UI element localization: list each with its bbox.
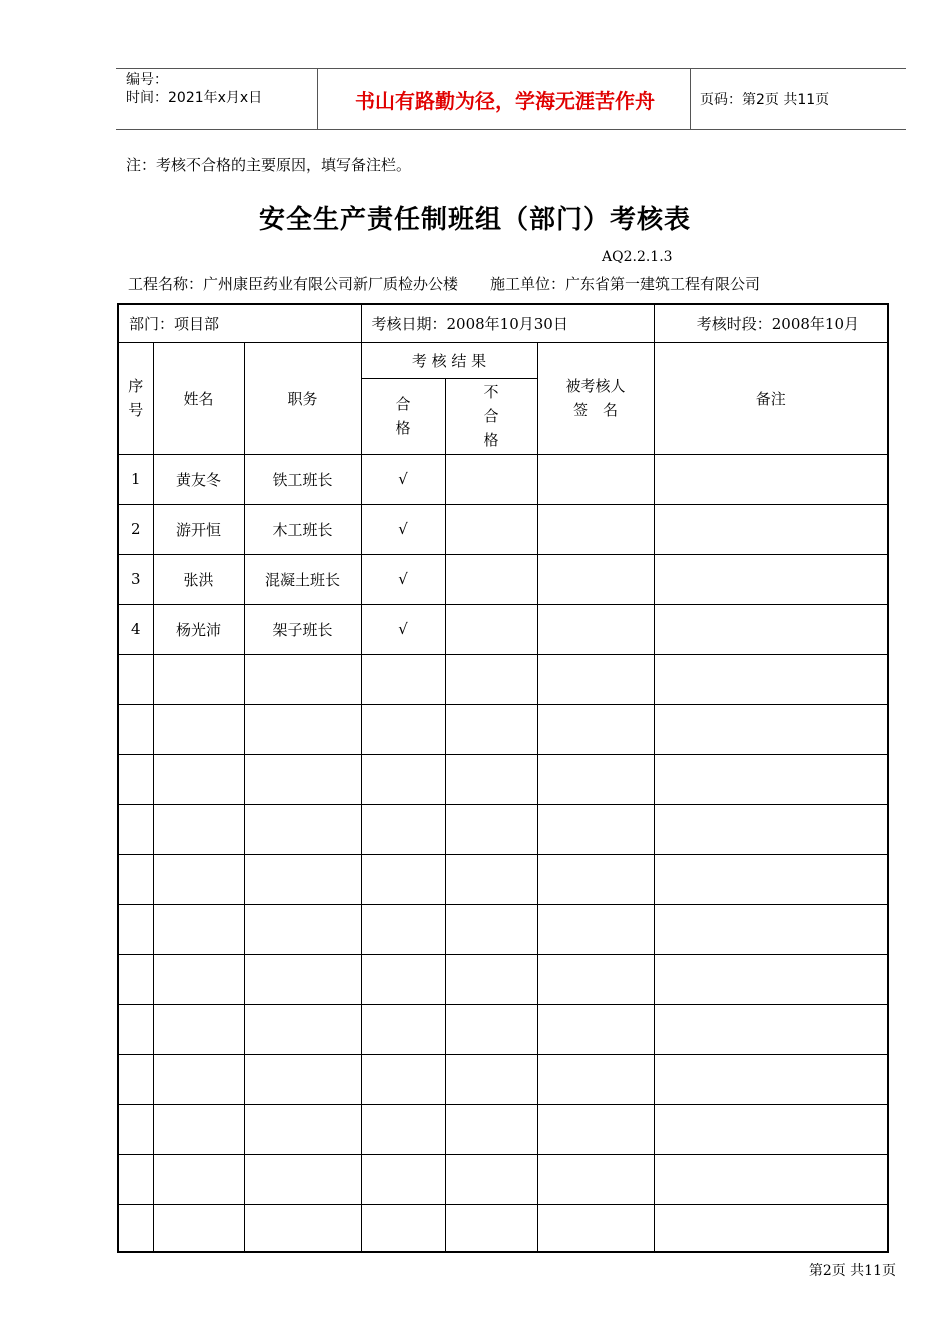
cell-pass — [361, 954, 445, 1004]
cell-sign — [537, 954, 654, 1004]
cell-remark — [654, 454, 888, 504]
table-meta-row — [118, 304, 888, 342]
table-row — [118, 904, 888, 954]
cell-position — [244, 704, 361, 754]
cell-position: 铁工班长 — [244, 454, 361, 504]
cell-sign — [537, 1054, 654, 1104]
header-position: 职务 — [244, 342, 361, 454]
cell-sign — [537, 704, 654, 754]
cell-sign — [537, 554, 654, 604]
cell-sign — [537, 504, 654, 554]
cell-fail — [445, 704, 537, 754]
cell-position: 混凝土班长 — [244, 554, 361, 604]
project-info — [128, 273, 760, 294]
cell-pass — [361, 1154, 445, 1204]
cell-no — [118, 704, 153, 754]
cell-sign — [537, 754, 654, 804]
cell-fail — [445, 804, 537, 854]
cell-pass — [361, 704, 445, 754]
cell-name — [153, 704, 244, 754]
date-cell: 考核日期：2008年10月30日 — [361, 304, 654, 342]
cell-pass: √ — [361, 504, 445, 554]
cell-position — [244, 1004, 361, 1054]
cell-no — [118, 1004, 153, 1054]
cell-position — [244, 654, 361, 704]
cell-fail — [445, 604, 537, 654]
cell-fail — [445, 954, 537, 1004]
table-row — [118, 1004, 888, 1054]
cell-remark — [654, 954, 888, 1004]
cell-position: 木工班长 — [244, 504, 361, 554]
cell-position — [244, 854, 361, 904]
cell-name — [153, 1054, 244, 1104]
cell-no — [118, 1054, 153, 1104]
cell-no: 2 — [118, 504, 153, 554]
cell-name: 杨光沛 — [153, 604, 244, 654]
header-sign: 被考核人 签 名 — [537, 342, 654, 454]
page-header — [116, 68, 906, 130]
cell-name — [153, 1004, 244, 1054]
cell-remark — [654, 804, 888, 854]
table-row — [118, 504, 888, 554]
cell-remark — [654, 854, 888, 904]
period-cell: 考核时段：2008年10月 — [654, 304, 888, 342]
cell-sign — [537, 654, 654, 704]
table-body — [118, 454, 888, 1252]
header-result: 考 核 结 果 — [361, 342, 537, 378]
cell-position — [244, 1104, 361, 1154]
table-header-row — [118, 342, 888, 378]
table-row — [118, 454, 888, 504]
cell-pass — [361, 854, 445, 904]
cell-remark — [654, 904, 888, 954]
cell-fail — [445, 854, 537, 904]
cell-fail — [445, 504, 537, 554]
cell-fail — [445, 1154, 537, 1204]
cell-fail — [445, 654, 537, 704]
cell-no — [118, 954, 153, 1004]
cell-name — [153, 754, 244, 804]
header-pass: 合 格 — [361, 378, 445, 454]
cell-remark — [654, 554, 888, 604]
cell-pass — [361, 754, 445, 804]
construction-unit: 施工单位：广东省第一建筑工程有限公司 — [490, 275, 761, 293]
table-row — [118, 804, 888, 854]
table-row — [118, 704, 888, 754]
cell-sign — [537, 454, 654, 504]
cell-no — [118, 1104, 153, 1154]
cell-fail — [445, 454, 537, 504]
cell-remark — [654, 1054, 888, 1104]
header-time: 时间：2021年x月x日 — [126, 90, 263, 106]
cell-pass — [361, 1004, 445, 1054]
cell-pass — [361, 1104, 445, 1154]
header-number: 编号： — [126, 72, 168, 88]
cell-pass — [361, 904, 445, 954]
cell-position — [244, 1204, 361, 1252]
form-code: AQ2.2.1.3 — [602, 249, 673, 265]
cell-no — [118, 804, 153, 854]
cell-sign — [537, 604, 654, 654]
cell-pass: √ — [361, 604, 445, 654]
document-title: 安全生产责任制班组（部门）考核表 — [258, 205, 691, 235]
cell-sign — [537, 854, 654, 904]
cell-name — [153, 1204, 244, 1252]
cell-position — [244, 1054, 361, 1104]
cell-no — [118, 754, 153, 804]
cell-remark — [654, 654, 888, 704]
cell-no: 4 — [118, 604, 153, 654]
table-row — [118, 1154, 888, 1204]
table-row — [118, 1204, 888, 1252]
cell-no: 1 — [118, 454, 153, 504]
header-fail: 不 合 格 — [445, 378, 537, 454]
cell-fail — [445, 904, 537, 954]
cell-position — [244, 804, 361, 854]
table-row — [118, 654, 888, 704]
cell-fail — [445, 1204, 537, 1252]
cell-position — [244, 904, 361, 954]
cell-sign — [537, 1154, 654, 1204]
cell-position — [244, 754, 361, 804]
cell-pass — [361, 804, 445, 854]
cell-name — [153, 854, 244, 904]
cell-name — [153, 654, 244, 704]
header-name: 姓名 — [153, 342, 244, 454]
cell-no: 3 — [118, 554, 153, 604]
cell-no — [118, 1204, 153, 1252]
header-remark: 备注 — [654, 342, 888, 454]
department-cell: 部门：项目部 — [118, 304, 361, 342]
cell-remark — [654, 504, 888, 554]
cell-name: 游开恒 — [153, 504, 244, 554]
cell-sign — [537, 1004, 654, 1054]
note-text: 注：考核不合格的主要原因，填写备注栏。 — [126, 156, 412, 174]
table-row — [118, 1104, 888, 1154]
table-row — [118, 754, 888, 804]
cell-sign — [537, 804, 654, 854]
table-row — [118, 554, 888, 604]
header-page-info: 页码：第2页 共11页 — [700, 92, 830, 108]
cell-no — [118, 654, 153, 704]
header-divider — [690, 69, 691, 129]
cell-fail — [445, 754, 537, 804]
cell-position — [244, 954, 361, 1004]
cell-remark — [654, 754, 888, 804]
header-motto: 书山有路勤为径，学海无涯苦作舟 — [355, 88, 655, 113]
cell-no — [118, 904, 153, 954]
assessment-table — [117, 303, 889, 1253]
cell-remark — [654, 1154, 888, 1204]
cell-remark — [654, 1104, 888, 1154]
cell-fail — [445, 1104, 537, 1154]
cell-pass — [361, 1204, 445, 1252]
cell-pass — [361, 654, 445, 704]
table-row — [118, 1054, 888, 1104]
header-seq: 序 号 — [118, 342, 153, 454]
cell-fail — [445, 1004, 537, 1054]
cell-pass: √ — [361, 454, 445, 504]
cell-name: 黄友冬 — [153, 454, 244, 504]
cell-name — [153, 1104, 244, 1154]
cell-no — [118, 1154, 153, 1204]
cell-remark — [654, 1004, 888, 1054]
cell-fail — [445, 554, 537, 604]
cell-no — [118, 854, 153, 904]
page-footer: 第2页 共11页 — [808, 1263, 896, 1279]
cell-sign — [537, 904, 654, 954]
cell-position: 架子班长 — [244, 604, 361, 654]
cell-fail — [445, 1054, 537, 1104]
cell-pass — [361, 1054, 445, 1104]
cell-name — [153, 1154, 244, 1204]
header-divider — [317, 69, 318, 129]
cell-sign — [537, 1104, 654, 1154]
project-name: 工程名称：广州康臣药业有限公司新厂质检办公楼 — [128, 275, 459, 293]
cell-position — [244, 1154, 361, 1204]
cell-name — [153, 804, 244, 854]
cell-remark — [654, 704, 888, 754]
cell-sign — [537, 1204, 654, 1252]
cell-name — [153, 904, 244, 954]
header-meta — [126, 71, 316, 107]
cell-pass: √ — [361, 554, 445, 604]
cell-name — [153, 954, 244, 1004]
table-row — [118, 854, 888, 904]
cell-name: 张洪 — [153, 554, 244, 604]
cell-remark — [654, 604, 888, 654]
table-row — [118, 604, 888, 654]
table-row — [118, 954, 888, 1004]
cell-remark — [654, 1204, 888, 1252]
